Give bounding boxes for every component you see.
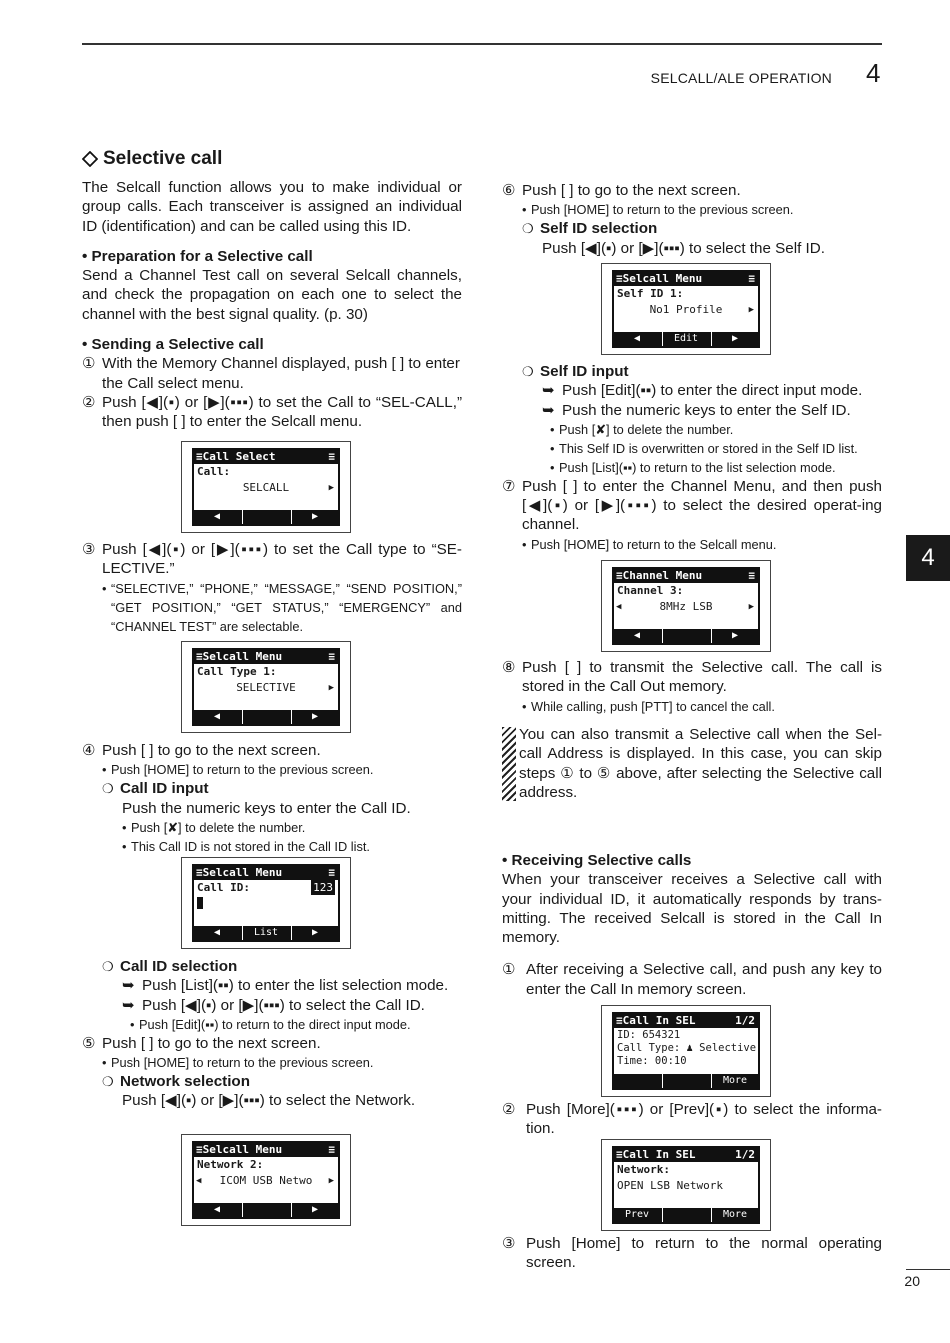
chapter-number: 4 <box>866 58 881 88</box>
right-column-step8 <box>502 658 882 716</box>
step-2: ② Push [◀](▪) or [▶](▪▪▪) to set the Call to “SEL-CALL,” then push [ ] to enter the Selcall menu. <box>82 393 462 431</box>
screen-call-id: ≡Selcall Menu ≡ Call ID: 123 ◀ List ▶ <box>181 857 351 949</box>
note-text: You can also transmit a Selective call when the Sel-call Address is displayed. In this case, you can skip steps ① to ⑤ above, after selecting the Selective call address. <box>519 726 882 801</box>
right-column-receive-2 <box>502 1100 882 1139</box>
note-block <box>502 725 882 802</box>
screen-call-type: ≡Selcall Menu ≡ Call Type 1: SELECTIVE ▶ ◀ ▶ <box>181 641 351 733</box>
screen-channel: ≡Channel Menu ≡ Channel 3: ◀ 8MHz LSB ▶ ◀ ▶ <box>601 560 771 652</box>
step-4-bullet: • Push [HOME] to return to the previous screen. <box>82 760 462 779</box>
intro-paragraph: The Selcall function allows you to make individual or group calls. Each transceiver is assigned an individual ID (identification) and can be called using this ID. <box>82 179 462 235</box>
step-8-bullet: • While calling, push [PTT] to cancel the call. <box>522 697 882 716</box>
self-id-bullet-3: • Push [List](▪▪) to return to the list selection mode. <box>550 458 882 477</box>
call-id-selection-heading: ❍ Call ID selection <box>102 957 462 976</box>
step-8: ⑧ Push [ ] to transmit the Selective call. The call is stored in the Call Out memory. <box>502 659 882 696</box>
call-id-sel-arrow-2: ➥ Push [◀](▪) or [▶](▪▪▪) to select the Call ID. <box>122 996 462 1015</box>
prep-heading: • Preparation for a Selective call <box>82 247 313 265</box>
left-column-step4 <box>82 741 462 856</box>
call-id-input-text: Push the numeric keys to enter the Call ID. <box>122 799 411 817</box>
prep-paragraph: Send a Channel Test call on several Selcall channels, and check the propagation on each one to select the channel with the best signal quality. (p. 30) <box>82 267 462 323</box>
screen-call-in-1: ≡Call In SEL 1/2 ID: 654321 Call Type: ♟ Selective Time: 00:10 More <box>601 1005 771 1097</box>
step-7-bullet: • Push [HOME] to return to the Selcall menu. <box>522 535 882 554</box>
call-id-sel-arrow-1: ➥ Push [List](▪▪) to enter the list selection mode. <box>122 976 462 995</box>
diamond-icon <box>82 151 98 167</box>
step-6-bullet: • Push [HOME] to return to the previous screen. <box>522 200 882 219</box>
left-column-callid-sel <box>82 957 462 1111</box>
self-id-selection-text: Push [◀](▪) or [▶](▪▪▪) to select the Self ID. <box>542 239 825 257</box>
right-column-selfid-input <box>502 362 882 554</box>
step-1: ① With the Memory Channel displayed, push [ ] to enter the Call select menu. <box>82 355 460 392</box>
menu-icon: ≡ <box>196 450 203 463</box>
right-column <box>502 181 882 258</box>
self-id-bullet-2: • This Self ID is overwritten or stored in the Self ID list. <box>550 439 882 458</box>
step-3-bullet: • “SELECTIVE,” “PHONE,” “MESSAGE,” “SEND POSITION,” “GET POSITION,” “GET STATUS,” “EMERGENCY” and “CHANNEL TEST” are selectable. <box>82 579 462 636</box>
receive-heading: • Receiving Selective calls <box>502 852 692 869</box>
step-5: ⑤ Push [ ] to go to the next screen. <box>82 1034 321 1052</box>
self-id-selection-heading: ❍ Self ID selection <box>522 219 882 238</box>
header-rule <box>82 43 882 45</box>
call-id-input-heading: ❍ Call ID input <box>102 779 462 798</box>
screen-call-select: ≡Call Select ≡ Call: SELCALL ▶ ◀ ▶ <box>181 441 351 533</box>
screen-self-id: ≡Selcall Menu ≡ Self ID 1: No1 Profile ▶ ◀ Edit ▶ <box>601 263 771 355</box>
page-number: 20 <box>904 1273 920 1289</box>
network-selection-heading: ❍ Network selection <box>102 1072 462 1091</box>
section-title: SELCALL/ALE OPERATION <box>650 70 832 86</box>
send-heading: • Sending a Selective call <box>82 336 264 354</box>
left-column <box>82 148 462 432</box>
screen-network: ≡Selcall Menu ≡ Network 2: ◀ ICOM USB Netwo ▶ ◀ ▶ <box>181 1134 351 1226</box>
chapter-tab: 4 <box>906 535 950 581</box>
self-id-arrow-2: ➥ Push the numeric keys to enter the Self ID. <box>542 401 882 420</box>
step-4: ④ Push [ ] to go to the next screen. <box>82 742 321 759</box>
right-column-receive-3 <box>502 1234 882 1273</box>
receive-step-1: ① After receiving a Selective call, and push any key to enter the Call In memory screen. <box>502 961 882 998</box>
step-6: ⑥ Push [ ] to go to the next screen. <box>502 182 741 199</box>
network-selection-text: Push [◀](▪) or [▶](▪▪▪) to select the Network. <box>122 1092 416 1110</box>
receive-paragraph: When your transceiver receives a Selective call with your individual ID, it automatically responds by trans-mitting. The received Selcall is stored in the Call In memory. <box>502 871 882 947</box>
step-3: ③ Push [◀](▪) or [▶](▪▪▪) to set the Call type to “SE-LECTIVE.” <box>82 541 462 578</box>
call-id-sel-bullet: • Push [Edit](▪▪) to return to the direct input mode. <box>130 1015 462 1034</box>
left-column-step3 <box>82 540 462 636</box>
screen-call-in-2: ≡Call In SEL 1/2 Network: OPEN LSB Network Prev More <box>601 1139 771 1231</box>
receive-step-2: ② Push [More](▪▪▪) or [Prev](▪) to select the informa-tion. <box>502 1101 882 1138</box>
self-id-arrow-1: ➥ Push [Edit](▪▪) to enter the direct input mode. <box>542 381 882 400</box>
receive-step-3: ③ Push [Home] to return to the normal operating screen. <box>502 1235 882 1272</box>
note-hatch-icon <box>502 727 516 801</box>
step-7: ⑦ Push [ ] to enter the Channel Menu, and then push [◀](▪) or [▶](▪▪▪) to select the desired operat-ing channel. <box>502 477 882 534</box>
self-id-input-heading: ❍ Self ID input <box>522 362 882 381</box>
page-number-rule <box>906 1269 950 1270</box>
self-id-bullet-1: • Push [✘] to delete the number. <box>550 420 882 439</box>
right-column-receive <box>502 851 882 999</box>
text-cursor <box>197 897 203 909</box>
call-id-bullet-2: • This Call ID is not stored in the Call ID list. <box>122 837 462 856</box>
step-5-bullet: • Push [HOME] to return to the previous screen. <box>102 1053 462 1072</box>
section-heading: Selective call <box>82 148 462 170</box>
call-id-bullet-1: • Push [✘] to delete the number. <box>122 818 462 837</box>
